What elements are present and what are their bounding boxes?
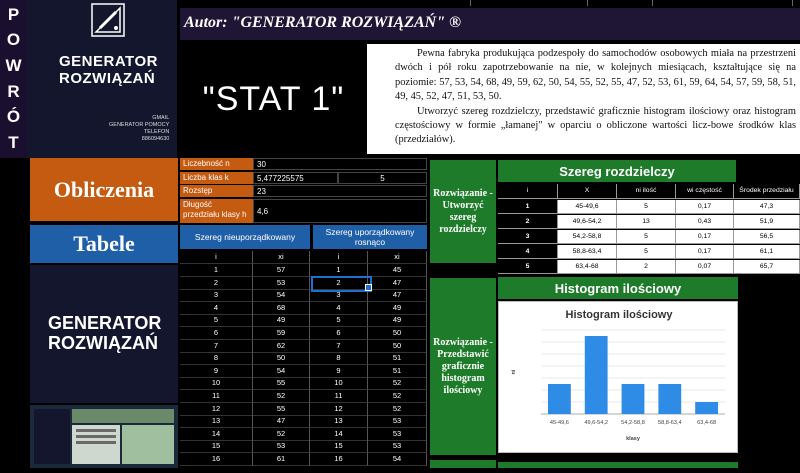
data-tables bbox=[180, 251, 427, 468]
table-cell[interactable]: 15 bbox=[310, 440, 368, 453]
cell-selection[interactable] bbox=[311, 276, 372, 292]
grid-cell bbox=[180, 0, 471, 6]
task-paragraph-2: Utworzyć szereg rozdzielczy, przedstawić graficznie histogram ilościowy oraz histogram częstościowy w formie „łamanej" w oparciu o obliczone wartości licz-bowe środków klas (przedziałów). bbox=[395, 105, 796, 146]
szereg-cell[interactable]: 5 bbox=[617, 230, 676, 244]
back-letter: W bbox=[5, 56, 22, 76]
table-cell[interactable]: 52 bbox=[253, 428, 310, 441]
back-letter: T bbox=[8, 133, 19, 153]
table-row bbox=[180, 365, 427, 378]
x-tick-label: 58,8-63,4 bbox=[657, 420, 682, 426]
table-cell[interactable]: 53 bbox=[368, 415, 427, 428]
table-header-row bbox=[180, 251, 427, 264]
table-row bbox=[180, 415, 427, 428]
x-axis-label: klasy bbox=[626, 436, 640, 442]
table-cell[interactable]: 49 bbox=[253, 314, 310, 327]
szereg-cell[interactable]: 54,2-58,8 bbox=[558, 230, 617, 244]
column-header: i bbox=[310, 251, 368, 264]
szereg-cell[interactable]: 49,6-54,2 bbox=[558, 215, 617, 229]
table-row bbox=[180, 289, 427, 302]
rozwiazanie-histogram-label: Rozwiązanie - Przedstawić graficznie histogram ilościowy bbox=[430, 278, 496, 455]
drafting-tools-icon bbox=[90, 2, 126, 38]
table-cell[interactable]: 15 bbox=[180, 440, 253, 453]
table-cell[interactable]: 49 bbox=[368, 314, 427, 327]
contact-line: 886094630 bbox=[141, 136, 170, 142]
table-cell[interactable]: 53 bbox=[253, 277, 310, 290]
histogram-bar[interactable] bbox=[622, 384, 645, 414]
logo-brand bbox=[59, 53, 158, 87]
szereg-cell[interactable]: 0,17 bbox=[676, 245, 734, 259]
szereg-cell[interactable]: 56,5 bbox=[734, 230, 800, 244]
table-cell[interactable]: 52 bbox=[368, 403, 427, 416]
task-description bbox=[367, 44, 800, 154]
table-cell[interactable]: 4 bbox=[180, 302, 253, 315]
logo-brand-line2: ROZWIĄZAŃ bbox=[59, 70, 156, 87]
histogram-chart[interactable] bbox=[498, 301, 738, 453]
table-cell[interactable]: 7 bbox=[180, 340, 253, 353]
szereg-cell[interactable]: 0,17 bbox=[676, 230, 734, 244]
stat-label: Liczba klas k bbox=[180, 172, 253, 184]
szereg-cell[interactable]: 61,1 bbox=[734, 245, 800, 259]
obliczenia-button[interactable]: Obliczenia bbox=[30, 158, 178, 221]
table-cell[interactable]: 10 bbox=[180, 377, 253, 390]
y-axis-label: ni bbox=[511, 369, 517, 375]
table-cell[interactable]: 11 bbox=[310, 390, 368, 403]
table-cell[interactable]: 7 bbox=[310, 340, 368, 353]
rozwiazanie-szereg-label: Rozwiązanie - Utworzyć szereg rozdzielczy bbox=[430, 160, 496, 263]
table-cell[interactable]: 51 bbox=[368, 365, 427, 378]
table-cell[interactable]: 6 bbox=[180, 327, 253, 340]
table-row bbox=[180, 390, 427, 403]
page-title: "STAT 1" bbox=[180, 40, 367, 158]
stat-label: Długość przedziału klasy h bbox=[180, 199, 253, 223]
table-cell[interactable]: 12 bbox=[310, 403, 368, 416]
table-cell[interactable]: 47 bbox=[368, 277, 427, 290]
table-cell[interactable]: 1 bbox=[180, 264, 253, 277]
table-cell[interactable]: 50 bbox=[368, 340, 427, 353]
stat-label: Liczebność n bbox=[180, 158, 253, 170]
szereg-cell[interactable]: 51,9 bbox=[734, 215, 800, 229]
table-row bbox=[180, 340, 427, 353]
next-section-side bbox=[430, 460, 496, 468]
stat-value[interactable]: 5,477225575 bbox=[253, 172, 338, 184]
table-cell[interactable]: 54 bbox=[368, 453, 427, 466]
table-cell[interactable]: 9 bbox=[180, 365, 253, 378]
table-cell[interactable]: 6 bbox=[310, 327, 368, 340]
szereg-cell[interactable]: 1 bbox=[498, 200, 558, 214]
x-tick-label: 54,2-58,8 bbox=[621, 420, 645, 426]
table-cell[interactable]: 61 bbox=[253, 453, 310, 466]
table-cell[interactable]: 5 bbox=[310, 314, 368, 327]
stat-row bbox=[180, 158, 427, 170]
szereg-cell[interactable]: 58,8-63,4 bbox=[558, 245, 617, 259]
table-cell[interactable]: 3 bbox=[180, 289, 253, 302]
table-cell[interactable]: 51 bbox=[368, 352, 427, 365]
table-row bbox=[180, 302, 427, 315]
task-paragraph-1: Pewna fabryka produkująca podzespoły do samochodów osobowych miała na przestrzeni dwóch i pół roku zapotrzebowanie na nie, w kolejnych miesiącach, kształtujące się na poziomie: 57, 53, 54, 68, 49, 59, 62, 50, 54, 55, 52, 55, 47, 52, 53, 61, 59, 64, 54, 57, 59, 58, 51, 49, 45, 52, 47, 51, 53, 50. bbox=[395, 48, 796, 103]
logo-brand-line1: GENERATOR bbox=[59, 53, 158, 70]
stat-value[interactable]: 30 bbox=[253, 158, 427, 170]
grid-cell bbox=[587, 0, 653, 6]
szereg-cell[interactable]: 0,43 bbox=[676, 215, 734, 229]
x-tick-label: 45-49,6 bbox=[549, 420, 569, 426]
table-cell[interactable]: 53 bbox=[253, 440, 310, 453]
table-cell[interactable]: 13 bbox=[310, 415, 368, 428]
table-row bbox=[180, 277, 427, 290]
table-cell[interactable]: 16 bbox=[180, 453, 253, 466]
szereg-row bbox=[498, 215, 800, 229]
histogram-header: Histogram ilościowy bbox=[498, 277, 738, 299]
preview-thumbnail[interactable] bbox=[30, 405, 178, 468]
table-cell[interactable]: 52 bbox=[368, 390, 427, 403]
table-cell[interactable]: 55 bbox=[253, 403, 310, 416]
table-cell[interactable]: 53 bbox=[368, 428, 427, 441]
back-letter: Ó bbox=[6, 107, 21, 127]
table-cell[interactable]: 9 bbox=[310, 365, 368, 378]
contact-line: GMAIL bbox=[152, 115, 170, 121]
table-row bbox=[180, 403, 427, 416]
table-cell[interactable]: 2 bbox=[310, 277, 368, 290]
table-row bbox=[180, 264, 427, 277]
top-grid-bar bbox=[180, 0, 800, 6]
table-row bbox=[180, 314, 427, 327]
x-tick-label: 49,6-54,2 bbox=[584, 420, 609, 426]
table-cell[interactable]: 14 bbox=[310, 428, 368, 441]
table-cell[interactable]: 59 bbox=[253, 327, 310, 340]
logo-brand-line1: GENERATOR bbox=[48, 313, 162, 333]
table-cell[interactable]: 52 bbox=[368, 377, 427, 390]
szereg-cell[interactable]: 65,7 bbox=[734, 260, 800, 274]
table-row bbox=[180, 352, 427, 365]
back-letter: R bbox=[7, 81, 20, 101]
table-row bbox=[180, 440, 427, 453]
table-row bbox=[180, 377, 427, 390]
column-header: xi bbox=[253, 251, 310, 264]
contact-line: GENERATOR POMOCY bbox=[109, 122, 170, 128]
back-letter: O bbox=[6, 30, 21, 50]
contact-line: TELEFON bbox=[143, 129, 170, 135]
table-row bbox=[180, 453, 427, 466]
stat-row bbox=[180, 185, 427, 197]
table-cell[interactable]: 8 bbox=[310, 352, 368, 365]
author-banner: Autor: "GENERATOR ROZWIĄZAŃ" ® bbox=[180, 8, 800, 40]
stat-row bbox=[180, 172, 427, 184]
table-cell[interactable]: 54 bbox=[253, 289, 310, 302]
table-cell[interactable]: 49 bbox=[368, 302, 427, 315]
x-tick-label: 63,4-68 bbox=[697, 420, 717, 426]
szereg-column-header: Środek przedziału bbox=[734, 184, 800, 199]
szereg-cell[interactable]: 5 bbox=[498, 260, 558, 274]
szereg-cell[interactable]: 5 bbox=[617, 200, 676, 214]
table-cell[interactable]: 52 bbox=[253, 390, 310, 403]
table-cell[interactable]: 11 bbox=[180, 390, 253, 403]
szereg-cell[interactable]: 3 bbox=[498, 230, 558, 244]
table-cell[interactable]: 3 bbox=[310, 289, 368, 302]
szereg-cell[interactable]: 5 bbox=[617, 245, 676, 259]
logo-panel bbox=[27, 0, 177, 158]
table-cell[interactable]: 10 bbox=[310, 377, 368, 390]
stat-value[interactable]: 4,6 bbox=[253, 199, 427, 223]
szereg-row bbox=[498, 200, 800, 214]
szereg-cell[interactable]: 2 bbox=[498, 215, 558, 229]
logo-brand-line2: ROZWIĄZAŃ bbox=[48, 333, 158, 353]
stat-value[interactable]: 23 bbox=[253, 185, 427, 197]
szereg-column-header: i bbox=[498, 184, 558, 199]
szereg-cell[interactable]: 45-49,6 bbox=[558, 200, 617, 214]
logo-contact bbox=[109, 115, 169, 143]
histogram-bar[interactable] bbox=[695, 402, 718, 414]
table-row bbox=[180, 428, 427, 441]
table-cell[interactable]: 14 bbox=[180, 428, 253, 441]
szereg-cell[interactable]: 0,07 bbox=[676, 260, 734, 274]
table-cell[interactable]: 62 bbox=[253, 340, 310, 353]
chart-title: Histogram ilościowy bbox=[565, 309, 673, 321]
table-cell[interactable]: 45 bbox=[368, 264, 427, 277]
szereg-row bbox=[498, 260, 800, 274]
szereg-header-row bbox=[498, 184, 800, 199]
szereg-cell[interactable]: 2 bbox=[617, 260, 676, 274]
szereg-cell[interactable]: 13 bbox=[617, 215, 676, 229]
logo-panel-small bbox=[30, 265, 178, 403]
szereg-rozdzielczy-title: Szereg rozdzielczy bbox=[498, 160, 736, 182]
unordered-table-title: Szereg nieuporządkowany bbox=[180, 225, 310, 249]
table-row bbox=[180, 327, 427, 340]
szereg-cell[interactable]: 0,17 bbox=[676, 200, 734, 214]
stat-extra[interactable]: 5 bbox=[338, 172, 427, 184]
logo-brand-small bbox=[48, 313, 161, 353]
szereg-column-header: wi częstość bbox=[676, 184, 734, 199]
table-cell[interactable]: 8 bbox=[180, 352, 253, 365]
szereg-cell[interactable]: 47,3 bbox=[734, 200, 800, 214]
table-cell[interactable]: 4 bbox=[310, 302, 368, 315]
histogram-svg bbox=[499, 302, 739, 454]
table-cell[interactable]: 57 bbox=[253, 264, 310, 277]
table-cell[interactable]: 13 bbox=[180, 415, 253, 428]
column-header: i bbox=[180, 251, 253, 264]
table-cell[interactable]: 55 bbox=[253, 377, 310, 390]
next-section-header bbox=[498, 462, 738, 468]
table-cell[interactable]: 47 bbox=[368, 289, 427, 302]
column-header: xi bbox=[368, 251, 427, 264]
table-cell[interactable]: 1 bbox=[310, 264, 368, 277]
szereg-cell[interactable]: 63,4-68 bbox=[558, 260, 617, 274]
back-button[interactable] bbox=[0, 0, 27, 158]
table-cell[interactable]: 5 bbox=[180, 314, 253, 327]
grid-cell bbox=[470, 0, 588, 6]
stat-row bbox=[180, 199, 427, 223]
histogram-bar[interactable] bbox=[658, 384, 681, 414]
table-cell[interactable]: 16 bbox=[310, 453, 368, 466]
table-cell[interactable]: 50 bbox=[253, 352, 310, 365]
szereg-column-header: ni ilość bbox=[617, 184, 676, 199]
histogram-bar[interactable] bbox=[585, 336, 608, 414]
szereg-cell[interactable]: 4 bbox=[498, 245, 558, 259]
back-letter: P bbox=[7, 4, 20, 24]
szereg-column-header: X bbox=[558, 184, 617, 199]
szereg-row bbox=[498, 245, 800, 259]
table-cell[interactable]: 2 bbox=[180, 277, 253, 290]
stat-label: Rozstęp bbox=[180, 185, 253, 197]
table-cell[interactable]: 12 bbox=[180, 403, 253, 416]
table-cell[interactable]: 47 bbox=[253, 415, 310, 428]
grid-cell bbox=[652, 0, 793, 6]
tabele-button[interactable]: Tabele bbox=[30, 225, 178, 263]
table-cell[interactable]: 53 bbox=[368, 440, 427, 453]
histogram-bar[interactable] bbox=[548, 384, 571, 414]
thumbnail-image bbox=[30, 405, 178, 468]
fill-handle[interactable] bbox=[365, 284, 372, 291]
table-cell[interactable]: 54 bbox=[253, 365, 310, 378]
table-cell[interactable]: 50 bbox=[368, 327, 427, 340]
szereg-row bbox=[498, 230, 800, 244]
ordered-table-title: Szereg uporządkowany rosnąco bbox=[313, 225, 427, 249]
table-cell[interactable]: 68 bbox=[253, 302, 310, 315]
